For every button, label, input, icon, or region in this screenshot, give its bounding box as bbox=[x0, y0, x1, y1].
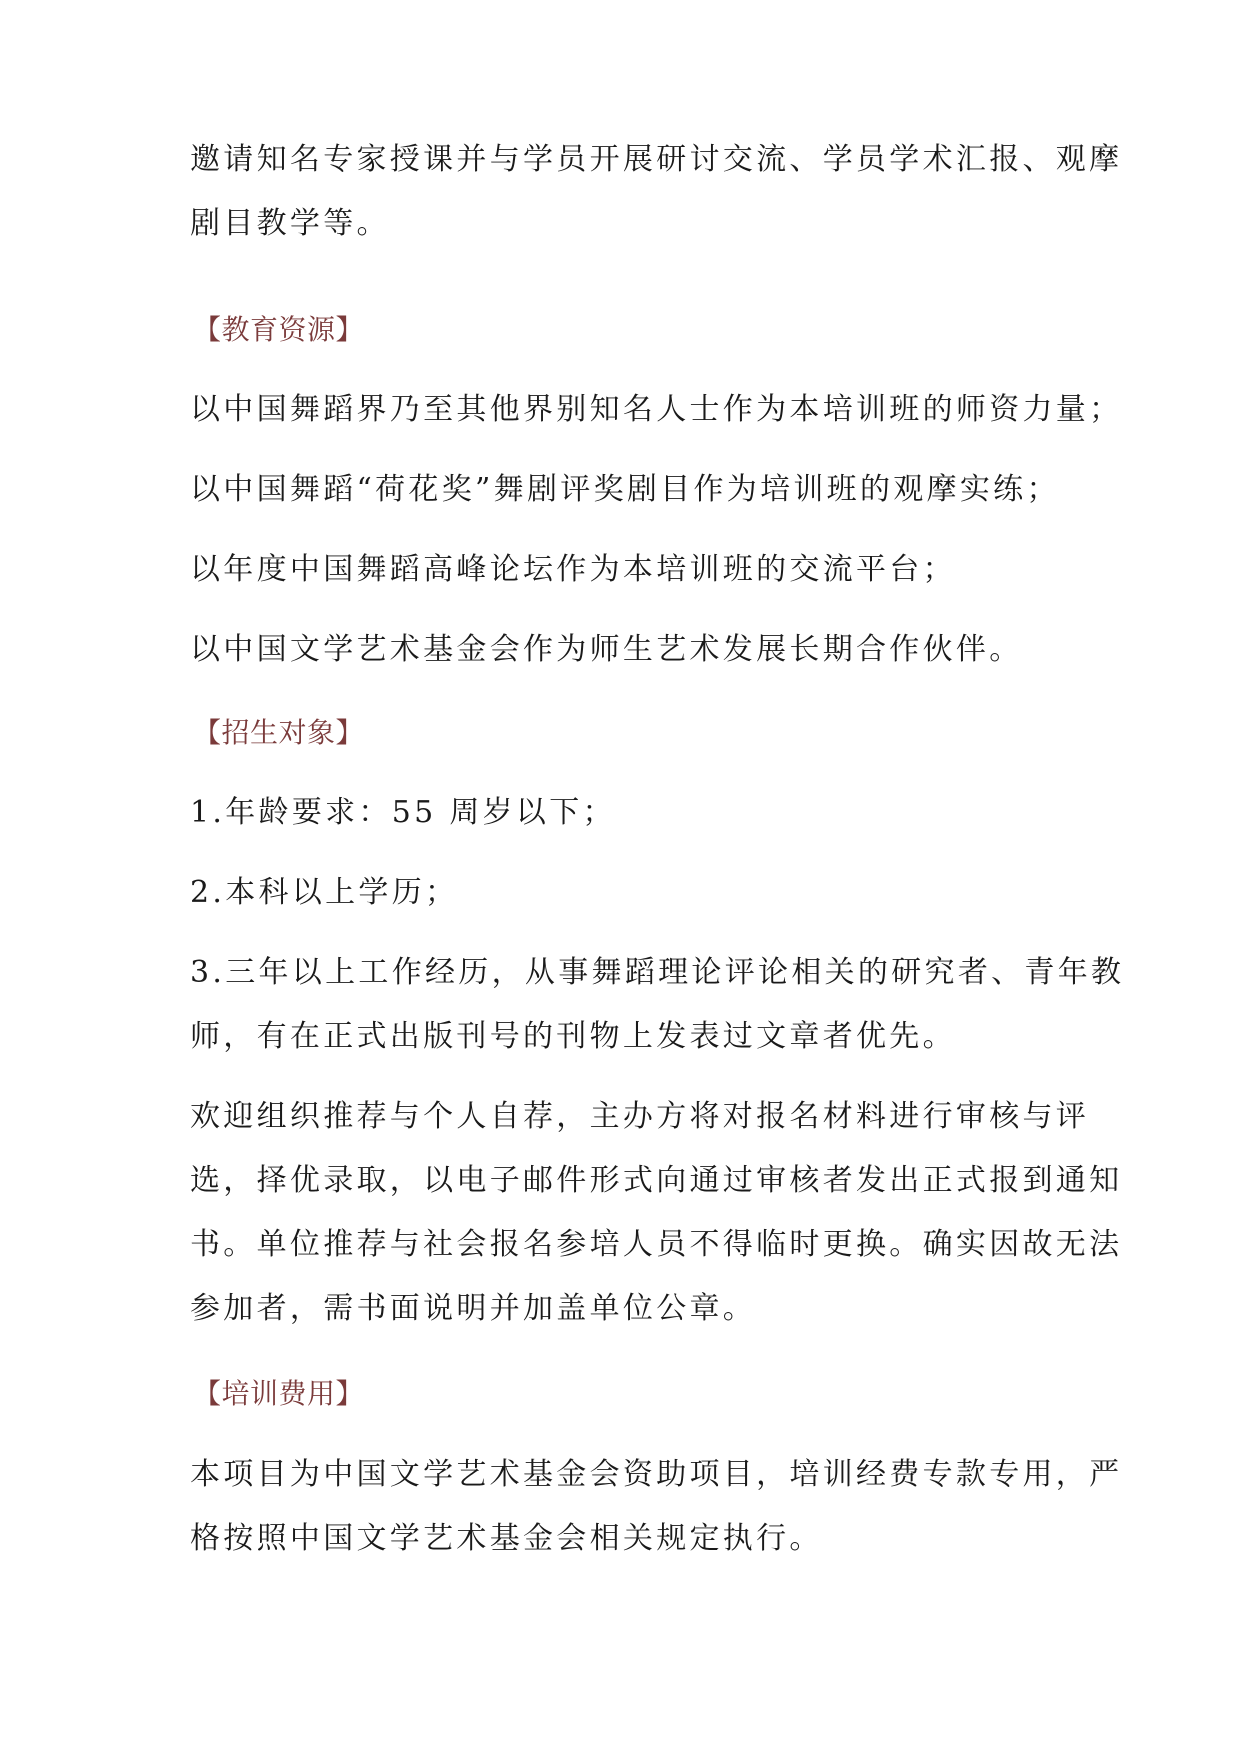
enrollment-line-3: 3.三年以上工作经历，从事舞蹈理论评论相关的研究者、青年教 bbox=[190, 955, 1125, 990]
section-heading-enrollment: 【招生对象】 bbox=[193, 716, 365, 749]
enrollment-line-8: 参加者，需书面说明并加盖单位公章。 bbox=[190, 1291, 757, 1326]
enrollment-line-2: 2.本科以上学历； bbox=[190, 875, 459, 910]
resources-line-3: 以年度中国舞蹈高峰论坛作为本培训班的交流平台； bbox=[190, 552, 956, 587]
resources-line-4: 以中国文学艺术基金会作为师生艺术发展长期合作伙伴。 bbox=[190, 632, 1023, 667]
enrollment-line-5: 欢迎组织推荐与个人自荐，主办方将对报名材料进行审核与评 bbox=[190, 1099, 1090, 1134]
section-heading-fees: 【培训费用】 bbox=[193, 1377, 365, 1410]
resources-line-1: 以中国舞蹈界乃至其他界别知名人士作为本培训班的师资力量； bbox=[190, 392, 1123, 427]
intro-line-1: 邀请知名专家授课并与学员开展研讨交流、学员学术汇报、观摩 bbox=[190, 142, 1123, 177]
resources-line-2: 以中国舞蹈“荷花奖”舞剧评奖剧目作为培训班的观摩实练； bbox=[190, 472, 1060, 507]
enrollment-line-1: 1.年龄要求：55 周岁以下； bbox=[190, 795, 616, 830]
section-heading-resources: 【教育资源】 bbox=[193, 313, 365, 346]
enrollment-line-4: 师，有在正式出版刊号的刊物上发表过文章者优先。 bbox=[190, 1019, 956, 1054]
intro-line-2: 剧目教学等。 bbox=[190, 206, 390, 241]
enrollment-line-6: 选，择优录取，以电子邮件形式向通过审核者发出正式报到通知 bbox=[190, 1163, 1123, 1198]
enrollment-line-7: 书。单位推荐与社会报名参培人员不得临时更换。确实因故无法 bbox=[190, 1227, 1123, 1262]
fees-line-2: 格按照中国文学艺术基金会相关规定执行。 bbox=[190, 1521, 823, 1556]
fees-line-1: 本项目为中国文学艺术基金会资助项目，培训经费专款专用，严 bbox=[190, 1457, 1123, 1492]
